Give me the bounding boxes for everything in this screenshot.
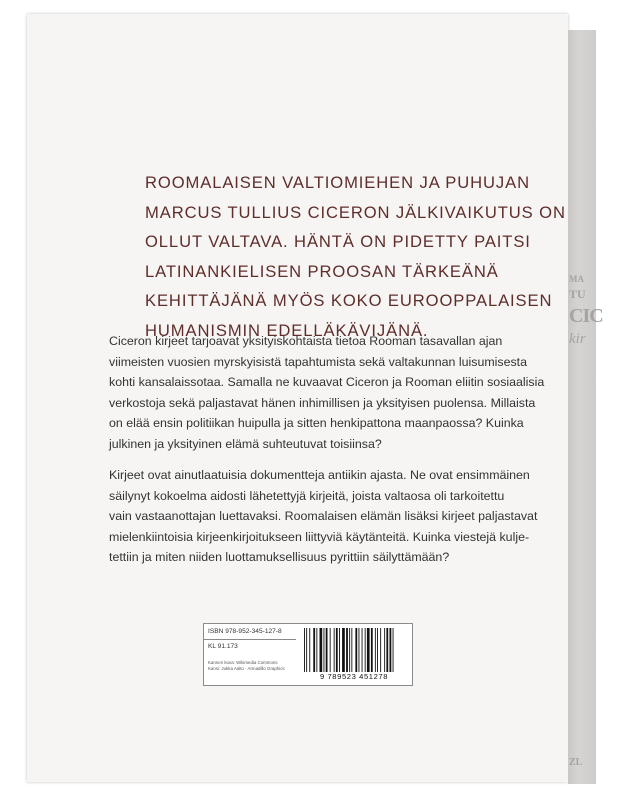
barcode-number: 9 789523 451278 <box>298 672 410 681</box>
credit-line: Kannen kuva: Wikimedia Commons <box>208 660 278 665</box>
spine-text: MA <box>569 274 584 284</box>
spine-title: CIC <box>569 305 603 327</box>
paragraph-line: Kirjeet ovat ainutlaatuisia dokumentteja antiikin ajasta. Ne ovat ensimmäinen <box>109 468 530 482</box>
barcode-bar <box>375 628 376 672</box>
barcode-bar <box>380 628 381 672</box>
barcode-bar <box>349 628 350 672</box>
barcode-bar <box>365 628 366 672</box>
spine-subtitle: kir <box>569 331 586 347</box>
barcode-bars-icon <box>298 626 410 672</box>
paragraph-line: verkostoja sekä paljastavat hänen inhimillisen ja yksityisen puolensa. Millaista <box>109 395 536 410</box>
barcode-bar <box>377 628 378 672</box>
barcode-bar <box>355 628 357 672</box>
barcode-bar <box>371 628 373 672</box>
barcode-bar <box>309 628 310 672</box>
cover-credits <box>208 660 296 672</box>
blurb-paragraph-1 <box>109 331 545 454</box>
paragraph-line: Ciceron kirjeet tarjoavat yksityiskohtaista tietoa Rooman tasavallan ajan <box>109 334 503 348</box>
spine-text: TU <box>569 287 586 301</box>
barcode-bar <box>362 628 363 672</box>
paragraph-line: julkinen ja yksityinen elämä suhteutuvat toisiinsa? <box>109 436 382 451</box>
barcode-bar <box>367 628 370 672</box>
lede-line: HUMANISMIN EDELLÄKÄVIJÄNÄ. <box>145 320 429 340</box>
barcode-bar <box>336 628 338 672</box>
publisher-mark: ZL <box>569 757 583 768</box>
barcode-bar <box>390 628 392 672</box>
barcode-bar <box>320 628 323 672</box>
barcode-bar <box>326 628 328 672</box>
barcode-bar <box>384 628 385 672</box>
barcode-bar <box>393 628 394 672</box>
lede-line: KEHITTÄJÄNÄ MYÖS KOKO EUROOPPALAISEN <box>145 291 553 310</box>
paragraph-line: säilynyt kokoelma aidosti lähetettyjä kirjeitä, joista valtaosa oli tarkoitettu <box>109 488 505 503</box>
barcode-bar <box>342 628 345 672</box>
barcode-bar <box>306 628 307 672</box>
imprint-box <box>203 623 413 686</box>
barcode-bar <box>324 628 325 672</box>
paragraph-line: kohti kansalaissotaa. Samalla ne kuvaavat Ciceron ja Rooman eliitin sosiaalisia <box>109 375 545 389</box>
barcode-bar <box>351 628 352 672</box>
lede-line: OLLUT VALTAVA. HÄNTÄ ON PIDETTY PAITSI <box>145 232 531 251</box>
barcode <box>298 626 410 682</box>
barcode-bar <box>304 628 305 672</box>
barcode-bar <box>386 628 388 672</box>
barcode-bar <box>316 628 317 672</box>
blurb-paragraph-2 <box>109 465 538 568</box>
imprint-divider <box>204 639 296 640</box>
paragraph-line: on elää ensin politiikan huipulla ja sitten henkipattona maanpaossa? Kuinka <box>109 416 524 430</box>
barcode-bar <box>313 628 315 672</box>
credit-line: Kansi: Jukka Aalto · Armadillo Graphics <box>208 666 285 671</box>
barcode-bar <box>346 628 348 672</box>
barcode-bar <box>334 628 335 672</box>
paragraph-line: vain vastaanottajan luettavaksi. Roomalaisen elämän lisäksi kirjeet paljastavat <box>109 509 538 523</box>
paragraph-line: tettiin ja miten niiden luottamuksellisuus pyrittiin säilyttämään? <box>109 550 450 564</box>
isbn-text: ISBN 978-952-345-127-8 <box>208 628 282 635</box>
barcode-bar <box>339 628 340 672</box>
lede-line: MARCUS TULLIUS CICERON JÄLKIVAIKUTUS ON <box>145 202 566 222</box>
barcode-bar <box>330 628 331 672</box>
paragraph-line: viimeisten vuosien myrskyisistä tapahtumista sekä valtakunnan luisumisesta <box>109 354 528 369</box>
lede-line: LATINANKIELISEN PROOSAN TÄRKEÄNÄ <box>145 261 499 281</box>
paragraph-line: mielenkiintoisia kirjeenkirjoitukseen liittyviä käytänteitä. Kuinka viestejä kulje- <box>109 529 530 544</box>
classification-code: KL 91.173 <box>208 643 238 650</box>
lede-line: ROOMALAISEN VALTIOMIEHEN JA PUHUJAN <box>145 173 530 192</box>
barcode-bar <box>359 628 360 672</box>
cover-lede <box>145 168 566 345</box>
book-spine <box>568 30 603 784</box>
